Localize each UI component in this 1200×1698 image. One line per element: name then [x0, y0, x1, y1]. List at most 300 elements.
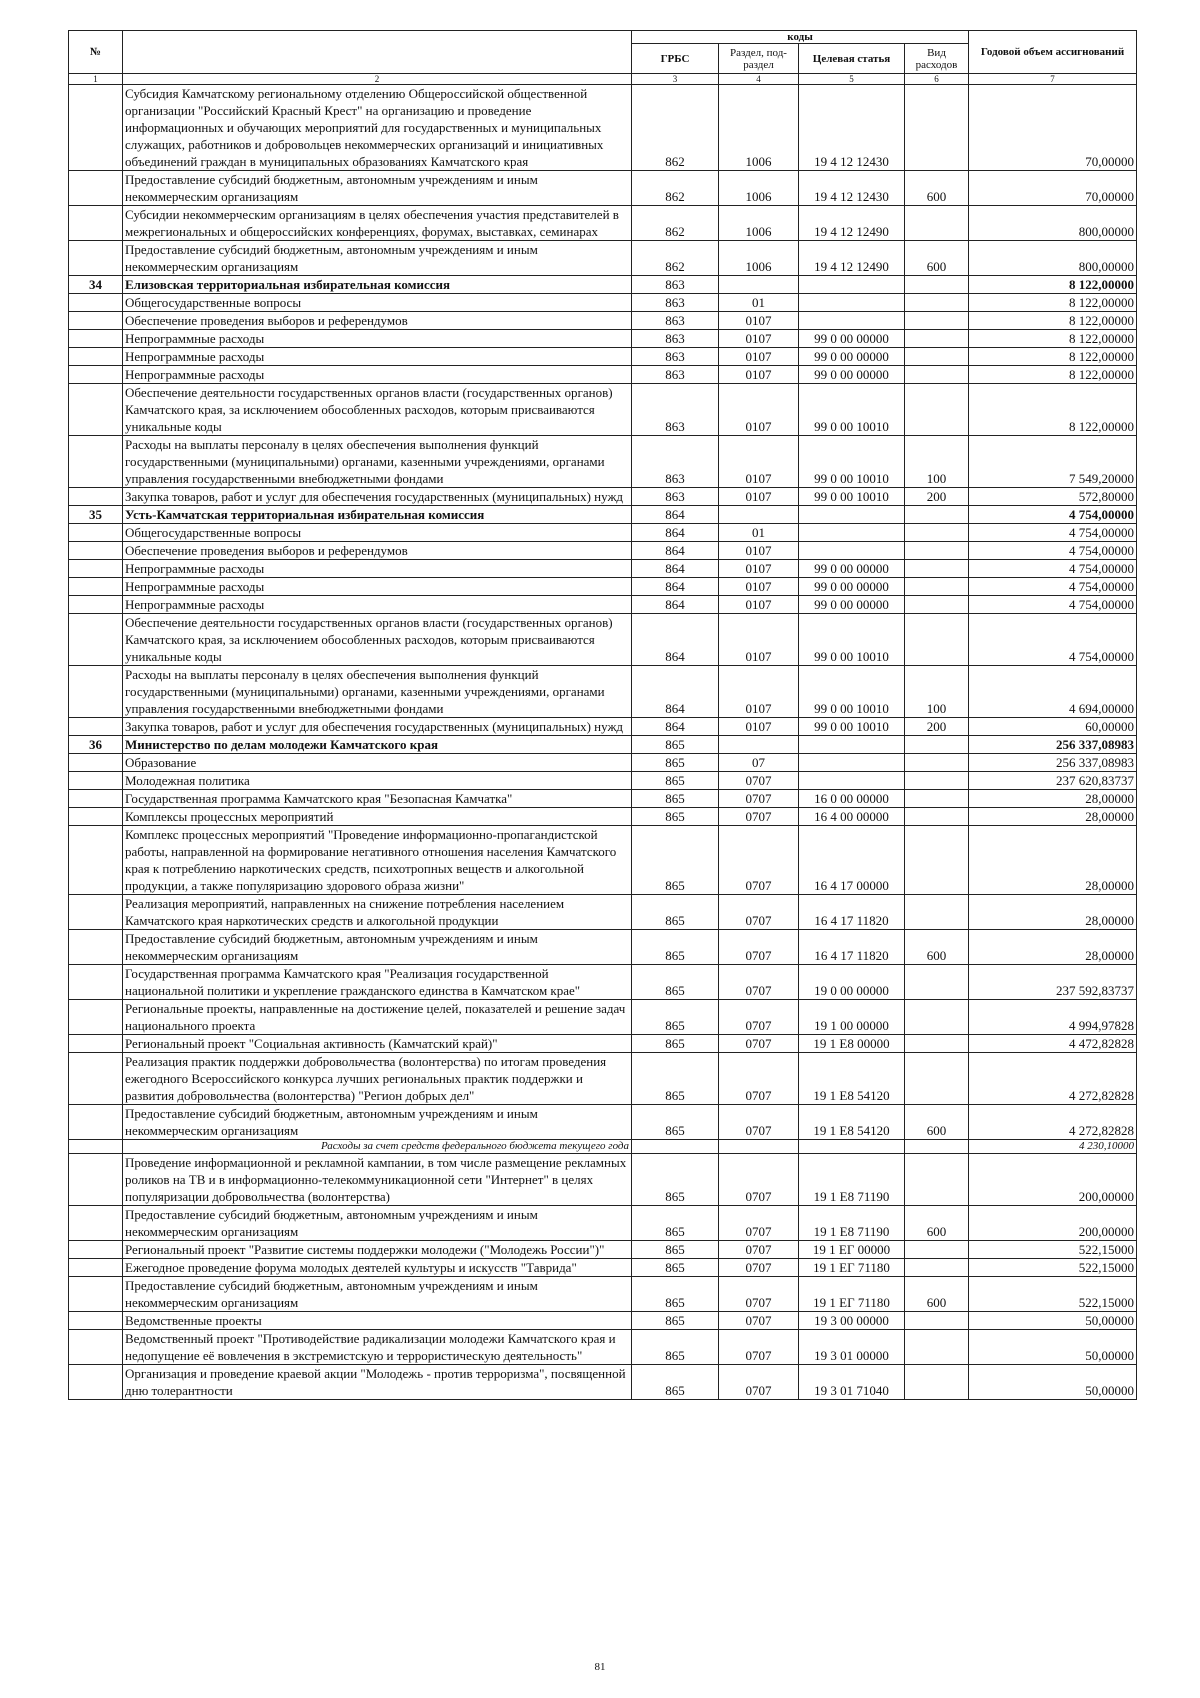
row-target: 19 4 12 12490: [799, 241, 905, 276]
row-exp-type: [905, 808, 969, 826]
row-section: [719, 736, 799, 754]
row-grbs: 863: [632, 348, 719, 366]
row-exp-type: [905, 754, 969, 772]
row-number: [69, 294, 123, 312]
row-grbs: 864: [632, 578, 719, 596]
row-grbs: 865: [632, 808, 719, 826]
row-name: Елизовская территориальная избирательная комиссия: [123, 276, 632, 294]
row-name: Закупка товаров, работ и услуг для обеспечения государственных (муниципальных) нужд: [123, 718, 632, 736]
row-section: 0107: [719, 578, 799, 596]
column-index: 3: [632, 74, 719, 85]
table-row: [69, 171, 1137, 206]
row-section: 0707: [719, 1206, 799, 1241]
row-amount: 4 754,00000: [969, 596, 1137, 614]
row-amount: 60,00000: [969, 718, 1137, 736]
row-section: 07: [719, 754, 799, 772]
row-amount: 256 337,08983: [969, 754, 1137, 772]
row-target: 19 3 00 00000: [799, 1312, 905, 1330]
row-target: 16 4 17 11820: [799, 930, 905, 965]
table-row: [69, 1140, 1137, 1154]
row-amount: 8 122,00000: [969, 348, 1137, 366]
row-name: Предоставление субсидий бюджетным, автономным учреждениям и иным некоммерческим организациям: [123, 171, 632, 206]
row-name: Проведение информационной и рекламной кампании, в том числе размещение рекламных роликов на ТВ и в информационно-телекоммуникационной сети "Интернет" в целях популяризации добровольчества (волонтерства): [123, 1154, 632, 1206]
row-exp-type: 600: [905, 1206, 969, 1241]
row-section: 0107: [719, 614, 799, 666]
row-exp-type: [905, 1365, 969, 1400]
row-amount: 4 472,82828: [969, 1035, 1137, 1053]
table-row: [69, 1277, 1137, 1312]
row-target: 16 4 17 00000: [799, 826, 905, 895]
row-number: [69, 1206, 123, 1241]
row-amount: 28,00000: [969, 826, 1137, 895]
row-name: Непрограммные расходы: [123, 578, 632, 596]
table-row: [69, 1000, 1137, 1035]
header-exp-type: Вид расходов: [905, 44, 969, 74]
row-exp-type: [905, 578, 969, 596]
row-name: Субсидии некоммерческим организациям в целях обеспечения участия представителей в межрегиональных и общероссийских конференциях, форумах, выставках, семинарах: [123, 206, 632, 241]
row-grbs: 862: [632, 85, 719, 171]
row-amount: 28,00000: [969, 808, 1137, 826]
row-exp-type: [905, 348, 969, 366]
row-number: [69, 666, 123, 718]
row-amount: 522,15000: [969, 1277, 1137, 1312]
row-target: 99 0 00 10010: [799, 718, 905, 736]
row-amount: 800,00000: [969, 241, 1137, 276]
row-exp-type: [905, 1000, 969, 1035]
row-amount: 4 754,00000: [969, 506, 1137, 524]
row-grbs: 865: [632, 1035, 719, 1053]
row-target: [799, 312, 905, 330]
row-section: 0707: [719, 965, 799, 1000]
row-grbs: 865: [632, 736, 719, 754]
row-name: Закупка товаров, работ и услуг для обеспечения государственных (муниципальных) нужд: [123, 488, 632, 506]
row-number: [69, 171, 123, 206]
table-row: [69, 294, 1137, 312]
table-row: [69, 614, 1137, 666]
row-number: [69, 384, 123, 436]
row-number: [69, 436, 123, 488]
row-target: 99 0 00 00000: [799, 366, 905, 384]
row-amount: 522,15000: [969, 1259, 1137, 1277]
row-number: [69, 241, 123, 276]
row-name: Предоставление субсидий бюджетным, автономным учреждениям и иным некоммерческим организациям: [123, 930, 632, 965]
table-row: [69, 895, 1137, 930]
table-row: [69, 965, 1137, 1000]
row-target: 19 1 ЕГ 71180: [799, 1259, 905, 1277]
column-index: 5: [799, 74, 905, 85]
row-section: 0107: [719, 348, 799, 366]
row-grbs: 865: [632, 772, 719, 790]
table-row: [69, 276, 1137, 294]
row-exp-type: 200: [905, 488, 969, 506]
row-amount: 237 592,83737: [969, 965, 1137, 1000]
row-number: [69, 895, 123, 930]
row-number: [69, 488, 123, 506]
row-target: 16 4 00 00000: [799, 808, 905, 826]
row-grbs: 864: [632, 524, 719, 542]
row-amount: 256 337,08983: [969, 736, 1137, 754]
row-grbs: 865: [632, 895, 719, 930]
row-number: 35: [69, 506, 123, 524]
row-exp-type: [905, 772, 969, 790]
row-exp-type: [905, 542, 969, 560]
row-target: 16 0 00 00000: [799, 790, 905, 808]
table-row: [69, 436, 1137, 488]
row-exp-type: [905, 276, 969, 294]
column-index: 2: [123, 74, 632, 85]
row-name: Обеспечение деятельности государственных органов власти (государственных органов) Камчатского края, за исключением обособленных расходов, которым присваиваются уникальные коды: [123, 614, 632, 666]
row-target: 19 1 Е8 54120: [799, 1053, 905, 1105]
row-section: 0707: [719, 1259, 799, 1277]
row-grbs: 864: [632, 718, 719, 736]
row-name: Ведомственные проекты: [123, 1312, 632, 1330]
header-codes: коды: [632, 31, 969, 44]
table-row: [69, 366, 1137, 384]
row-amount: 4 754,00000: [969, 524, 1137, 542]
row-target: 19 4 12 12490: [799, 206, 905, 241]
row-exp-type: [905, 506, 969, 524]
row-number: [69, 1154, 123, 1206]
row-amount: 4 694,00000: [969, 666, 1137, 718]
row-section: [719, 506, 799, 524]
row-target: 99 0 00 00000: [799, 560, 905, 578]
row-exp-type: [905, 965, 969, 1000]
row-exp-type: [905, 1330, 969, 1365]
row-section: 0107: [719, 384, 799, 436]
row-grbs: 863: [632, 276, 719, 294]
row-amount: 8 122,00000: [969, 294, 1137, 312]
row-number: [69, 790, 123, 808]
column-index: 6: [905, 74, 969, 85]
row-section: 0707: [719, 808, 799, 826]
row-name: Непрограммные расходы: [123, 560, 632, 578]
row-grbs: 862: [632, 171, 719, 206]
table-row: [69, 930, 1137, 965]
row-target: 99 0 00 10010: [799, 666, 905, 718]
row-name: Предоставление субсидий бюджетным, автономным учреждениям и иным некоммерческим организациям: [123, 1105, 632, 1140]
row-number: [69, 560, 123, 578]
table-row: [69, 524, 1137, 542]
table-row: [69, 312, 1137, 330]
row-name: Государственная программа Камчатского края "Безопасная Камчатка": [123, 790, 632, 808]
row-name: Усть-Камчатская территориальная избирательная комиссия: [123, 506, 632, 524]
header-name: [123, 31, 632, 74]
row-target: 99 0 00 00000: [799, 578, 905, 596]
row-name: Обеспечение деятельности государственных органов власти (государственных органов) Камчатского края, за исключением обособленных расходов, которым присваиваются уникальные коды: [123, 384, 632, 436]
row-target: [799, 754, 905, 772]
row-exp-type: 600: [905, 930, 969, 965]
column-index: 4: [719, 74, 799, 85]
row-number: [69, 808, 123, 826]
row-exp-type: [905, 384, 969, 436]
row-target: 19 1 Е8 71190: [799, 1206, 905, 1241]
row-grbs: 865: [632, 930, 719, 965]
row-exp-type: 600: [905, 241, 969, 276]
row-amount: 200,00000: [969, 1154, 1137, 1206]
row-exp-type: [905, 596, 969, 614]
row-name: Региональный проект "Развитие системы поддержки молодежи ("Молодежь России")": [123, 1241, 632, 1259]
row-grbs: 863: [632, 488, 719, 506]
row-grbs: 864: [632, 666, 719, 718]
table-row: [69, 1035, 1137, 1053]
row-target: [799, 772, 905, 790]
table-row: [69, 1259, 1137, 1277]
row-exp-type: [905, 1140, 969, 1154]
row-name: Общегосударственные вопросы: [123, 524, 632, 542]
table-row: [69, 1330, 1137, 1365]
row-grbs: 865: [632, 965, 719, 1000]
row-amount: 8 122,00000: [969, 330, 1137, 348]
row-exp-type: [905, 895, 969, 930]
row-exp-type: [905, 1035, 969, 1053]
row-name: Организация и проведение краевой акции "Молодежь - против терроризма", посвященной дню толерантности: [123, 1365, 632, 1400]
row-exp-type: 100: [905, 666, 969, 718]
row-target: 99 0 00 00000: [799, 596, 905, 614]
table-row: [69, 1053, 1137, 1105]
row-number: [69, 1105, 123, 1140]
row-section: [719, 1140, 799, 1154]
row-name: Расходы на выплаты персоналу в целях обеспечения выполнения функций государственными (муниципальными) органами, казенными учреждениями, органами управления государственными внебюджетными фондами: [123, 666, 632, 718]
row-name: Непрограммные расходы: [123, 366, 632, 384]
row-grbs: 865: [632, 826, 719, 895]
row-amount: 8 122,00000: [969, 384, 1137, 436]
row-number: [69, 718, 123, 736]
header-annual: Годовой объем ассигнований: [969, 31, 1137, 74]
row-amount: 28,00000: [969, 790, 1137, 808]
row-name: Реализация мероприятий, направленных на снижение потребления населением Камчатского края наркотических средств и алкогольной продукции: [123, 895, 632, 930]
table-row: [69, 666, 1137, 718]
row-amount: 50,00000: [969, 1312, 1137, 1330]
row-name: Непрограммные расходы: [123, 348, 632, 366]
row-target: 19 1 ЕГ 00000: [799, 1241, 905, 1259]
row-exp-type: 100: [905, 436, 969, 488]
row-number: [69, 1312, 123, 1330]
row-grbs: 863: [632, 294, 719, 312]
row-grbs: 863: [632, 312, 719, 330]
row-name: Расходы на выплаты персоналу в целях обеспечения выполнения функций государственными (муниципальными) органами, казенными учреждениями, органами управления государственными внебюджетными фондами: [123, 436, 632, 488]
row-amount: 237 620,83737: [969, 772, 1137, 790]
row-grbs: 863: [632, 366, 719, 384]
row-name: Непрограммные расходы: [123, 330, 632, 348]
row-section: 0107: [719, 666, 799, 718]
table-row: [69, 241, 1137, 276]
row-name: Комплекс процессных мероприятий "Проведение информационно-пропагандистской работы, направленной на формирование негативного отношения населения Камчатского края к потреблению наркотических средств, психотропных веществ и алкогольной продукции, а также популяризацию здорового образа жизни": [123, 826, 632, 895]
row-number: [69, 85, 123, 171]
row-grbs: 863: [632, 330, 719, 348]
row-amount: 4 754,00000: [969, 560, 1137, 578]
row-number: [69, 1259, 123, 1277]
row-section: 0707: [719, 1053, 799, 1105]
row-amount: 50,00000: [969, 1365, 1137, 1400]
row-exp-type: 600: [905, 1277, 969, 1312]
row-grbs: 865: [632, 1000, 719, 1035]
row-name: Молодежная политика: [123, 772, 632, 790]
row-section: 01: [719, 294, 799, 312]
row-amount: 522,15000: [969, 1241, 1137, 1259]
row-target: 99 0 00 10010: [799, 436, 905, 488]
row-grbs: 864: [632, 596, 719, 614]
row-number: [69, 965, 123, 1000]
row-exp-type: [905, 330, 969, 348]
table-row: [69, 826, 1137, 895]
row-target: 19 1 00 00000: [799, 1000, 905, 1035]
row-grbs: 865: [632, 1312, 719, 1330]
row-target: [799, 524, 905, 542]
row-amount: 4 272,82828: [969, 1053, 1137, 1105]
row-number: [69, 312, 123, 330]
row-section: 0107: [719, 718, 799, 736]
row-amount: 50,00000: [969, 1330, 1137, 1365]
row-section: 1006: [719, 206, 799, 241]
row-section: 0107: [719, 596, 799, 614]
row-amount: 28,00000: [969, 930, 1137, 965]
row-target: [799, 294, 905, 312]
row-number: [69, 366, 123, 384]
row-section: 0707: [719, 1105, 799, 1140]
table-row: [69, 596, 1137, 614]
row-number: [69, 1000, 123, 1035]
row-name: Предоставление субсидий бюджетным, автономным учреждениям и иным некоммерческим организациям: [123, 241, 632, 276]
row-amount: 8 122,00000: [969, 366, 1137, 384]
table-row: [69, 718, 1137, 736]
row-number: [69, 596, 123, 614]
row-number: [69, 614, 123, 666]
row-grbs: 865: [632, 790, 719, 808]
row-target: 19 1 Е8 54120: [799, 1105, 905, 1140]
row-grbs: 865: [632, 1241, 719, 1259]
header-grbs: ГРБС: [632, 44, 719, 74]
table-row: [69, 1105, 1137, 1140]
row-exp-type: [905, 294, 969, 312]
column-index-row: [69, 74, 1137, 85]
row-exp-type: [905, 736, 969, 754]
row-section: 0707: [719, 895, 799, 930]
budget-table-page: [68, 30, 1136, 1400]
table-row: [69, 384, 1137, 436]
row-number: [69, 930, 123, 965]
table-row: [69, 1241, 1137, 1259]
row-target: [799, 276, 905, 294]
row-name: Региональные проекты, направленные на достижение целей, показателей и решение задач национального проекта: [123, 1000, 632, 1035]
row-grbs: 862: [632, 206, 719, 241]
row-target: 19 4 12 12430: [799, 85, 905, 171]
row-grbs: 865: [632, 1154, 719, 1206]
row-exp-type: [905, 1312, 969, 1330]
row-target: 19 3 01 71040: [799, 1365, 905, 1400]
row-number: [69, 1035, 123, 1053]
row-section: 0707: [719, 1365, 799, 1400]
table-row: [69, 772, 1137, 790]
table-row: [69, 330, 1137, 348]
row-grbs: 865: [632, 1330, 719, 1365]
row-target: [799, 542, 905, 560]
row-name: Субсидия Камчатскому региональному отделению Общероссийской общественной организации "Российский Красный Крест" на организацию и проведение информационных и обучающих мероприятий для государственных и муниципальных служащих, работников и добровольцев некоммерческих организаций и инициативных объединений граждан в муниципальных образованиях Камчатского края: [123, 85, 632, 171]
row-section: 01: [719, 524, 799, 542]
column-index: 7: [969, 74, 1137, 85]
row-section: 0707: [719, 1277, 799, 1312]
row-amount: 28,00000: [969, 895, 1137, 930]
row-amount: 4 754,00000: [969, 578, 1137, 596]
row-section: 0107: [719, 330, 799, 348]
row-number: [69, 330, 123, 348]
row-exp-type: [905, 560, 969, 578]
row-section: 1006: [719, 171, 799, 206]
row-exp-type: [905, 826, 969, 895]
row-grbs: 864: [632, 614, 719, 666]
column-index: 1: [69, 74, 123, 85]
row-number: [69, 1241, 123, 1259]
row-target: [799, 736, 905, 754]
row-section: 0707: [719, 1035, 799, 1053]
table-row: [69, 1365, 1137, 1400]
table-row: [69, 488, 1137, 506]
row-name: Предоставление субсидий бюджетным, автономным учреждениям и иным некоммерческим организациям: [123, 1277, 632, 1312]
row-amount: 70,00000: [969, 85, 1137, 171]
row-grbs: 864: [632, 542, 719, 560]
table-row: [69, 790, 1137, 808]
row-name: Ежегодное проведение форума молодых деятелей культуры и искусств "Таврида": [123, 1259, 632, 1277]
row-section: 0707: [719, 826, 799, 895]
page-number: 81: [594, 1661, 606, 1673]
row-target: 19 1 Е8 00000: [799, 1035, 905, 1053]
row-name: Обеспечение проведения выборов и референдумов: [123, 312, 632, 330]
row-amount: 70,00000: [969, 171, 1137, 206]
row-exp-type: [905, 206, 969, 241]
row-section: 0107: [719, 312, 799, 330]
row-target: 19 1 ЕГ 71180: [799, 1277, 905, 1312]
row-exp-type: [905, 366, 969, 384]
row-number: 34: [69, 276, 123, 294]
table-row: [69, 808, 1137, 826]
row-name: Министерство по делам молодежи Камчатского края: [123, 736, 632, 754]
table-row: [69, 736, 1137, 754]
row-target: [799, 1140, 905, 1154]
budget-table: [68, 30, 1137, 1400]
table-row: [69, 1312, 1137, 1330]
row-grbs: [632, 1140, 719, 1154]
row-section: 0107: [719, 488, 799, 506]
row-target: 99 0 00 10010: [799, 488, 905, 506]
row-name: Образование: [123, 754, 632, 772]
row-amount: 4 754,00000: [969, 542, 1137, 560]
table-row: [69, 560, 1137, 578]
row-section: 0707: [719, 930, 799, 965]
row-name: Реализация практик поддержки добровольчества (волонтерства) по итогам проведения ежегодного Всероссийского конкурса лучших региональных практик поддержки и развития добровольчества (волонтерства) "Регион добрых дел": [123, 1053, 632, 1105]
row-name: Региональный проект "Социальная активность (Камчатский край)": [123, 1035, 632, 1053]
row-grbs: 862: [632, 241, 719, 276]
table-row: [69, 506, 1137, 524]
row-section: 0707: [719, 1000, 799, 1035]
row-amount: 200,00000: [969, 1206, 1137, 1241]
row-amount: 4 230,10000: [969, 1140, 1137, 1154]
row-exp-type: [905, 1259, 969, 1277]
row-target: 19 3 01 00000: [799, 1330, 905, 1365]
row-exp-type: [905, 312, 969, 330]
table-row: [69, 348, 1137, 366]
row-name: Предоставление субсидий бюджетным, автономным учреждениям и иным некоммерческим организациям: [123, 1206, 632, 1241]
row-amount: 4 994,97828: [969, 1000, 1137, 1035]
row-number: [69, 524, 123, 542]
row-name: Государственная программа Камчатского края "Реализация государственной национальной политики и укрепление гражданского единства в Камчатском крае": [123, 965, 632, 1000]
row-target: 19 1 Е8 71190: [799, 1154, 905, 1206]
row-section: 0707: [719, 1330, 799, 1365]
row-number: [69, 578, 123, 596]
row-number: 36: [69, 736, 123, 754]
header-section: Раздел, под-раздел: [719, 44, 799, 74]
row-number: [69, 826, 123, 895]
row-name: Непрограммные расходы: [123, 596, 632, 614]
row-section: 0107: [719, 436, 799, 488]
